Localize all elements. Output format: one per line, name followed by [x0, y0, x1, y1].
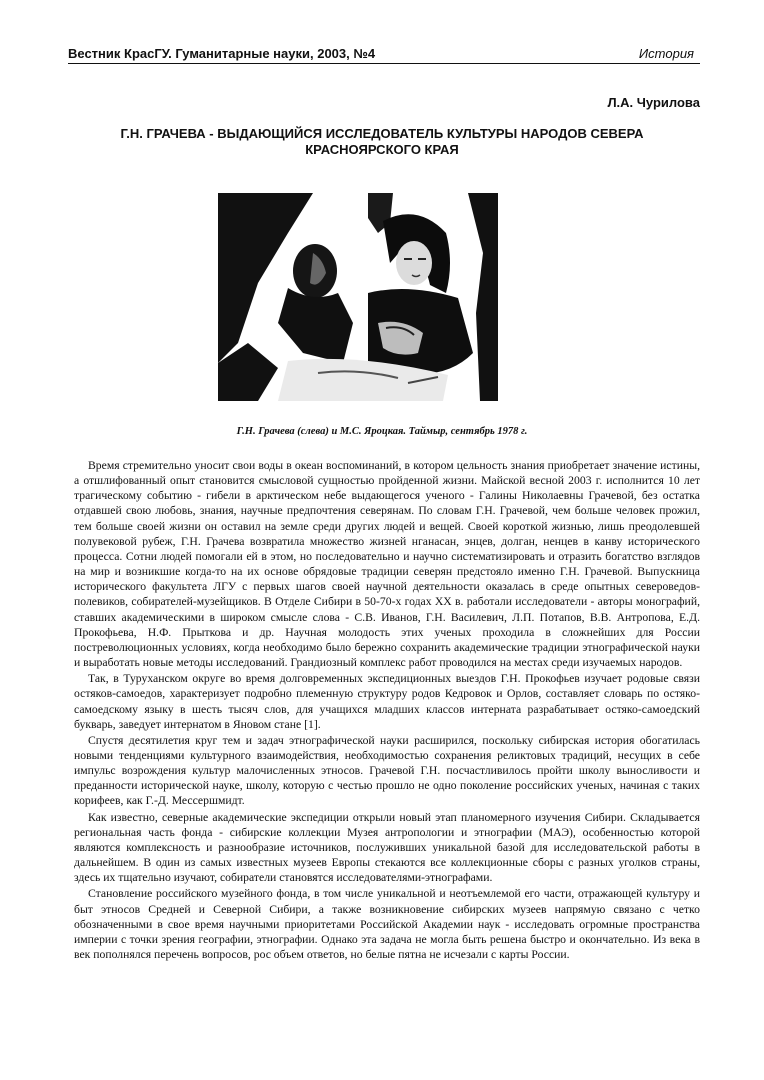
archival-photo	[218, 193, 498, 401]
paragraph: Время стремительно уносит свои воды в океан воспоминаний, в котором цельность знания приобретает значение истины, а отшлифованный опыт становится смысловой сущностью пройденной жизни. Майской весной 2003 г. исполнится 10 лет трагическому событию - гибели в арктическом небе выдающегося ученого - Галины Николаевны Грачевой, без остатка отдавшей свою любовь, знания, научные предпочтения северянам. По словам Г.Н. Грачевой, чем больше человек прожил, тем больше своей жизни он оставил на земле среди других людей и вещей. Своей короткой жизнью, лишь преодолевшей полувековой рубеж, Г.Н. Грачева возвратила множество жизней нганасан, энцев, долган, ненцев в канву исторического процесса. Сотни людей помогали ей в этом, но последовательно и научно систематизировать и отразить богатство взглядов на мир и возникшие когда-то на их основе обрядовые традиции северян предстояло именно Г.Н. Грачевой. Выпускница исторического факультета ЛГУ с первых шагов своей научной деятельности оказалась в среде опытных североведов-полевиков, собирателей-музейщиков. В Отделе Сибири в 50-70-х годах XX в. работали исследователи - авторы монографий, ставших академическими в широком смысле слова - С.В. Иванов, Г.Н. Василевич, Л.П. Потапов, В.В. Антропова, Е.Д. Прокофьева, Н.Ф. Прыткова и др. Научная молодость этих ученых проходила в сложнейших для России постреволюционных условиях, когда необходимо было бережно сохранить академические традиции этнографической науки и выработать новые методы исследований. Грандиозный комплекс работ проводился на местах среди изучаемых народов.	[74, 459, 700, 670]
paragraph: Становление российского музейного фонда, в том числе уникальной и неотъемлемой его части, отражающей культуру и быт этносов Средней и Северной Сибири, а также возникновение сибирских музеев напрямую связано с четко обозначенными в свое время научными приоритетами Российской Академии наук - исследовать огромные пространства империи с точки зрения географии, этнографии. Однако эта задача не могла быть решена быстро и окончательно. Из века в век пополнялся перечень вопросов, рос объем ответов, но белые пятна не исчезали с карты России.	[74, 887, 700, 961]
running-head	[68, 46, 698, 64]
article-title-line: Г.Н. ГРАЧЕВА - ВЫДАЮЩИЙСЯ ИССЛЕДОВАТЕЛЬ КУЛЬТУРЫ НАРОДОВ СЕВЕРА	[120, 126, 644, 141]
section-name: История	[638, 46, 694, 61]
article-body	[74, 458, 700, 963]
article-title-line: КРАСНОЯРСКОГО КРАЯ	[305, 142, 459, 157]
paragraph: Так, в Туруханском округе во время долговременных экспедиционных выездов Г.Н. Прокофьев изучает родовые связи остяков-самоедов, характеризует подробно племенную структуру родов Кедровок и Орлов, составляет словарь по остяко-самоедскому языку в шесть тысяч слов, для учащихся младших классов интерната разрабатывает остяко-самоедский букварь, заведует интернатом в Яновом стане [1].	[74, 672, 700, 731]
paragraph: Как известно, северные академические экспедиции открыли новый этап планомерного изучения Сибири. Складывается региональная часть фонда - сибирские коллекции Музея антропологии и этнографии (МАЭ), особенностью которой являются комплексность и разнообразие источников, послуживших уникальной базой для исследовательской работы в дальнейшем. В один из самых известных музеев Европы стекаются все коллекционные сборы с разных уголков страны, здесь их тщательно изучают, собиратели становятся исследователями-этнографами.	[74, 810, 700, 885]
photo-caption: Г.Н. Грачева (слева) и М.С. Яроцкая. Таймыр, сентябрь 1978 г.	[236, 426, 528, 437]
article-title	[80, 126, 684, 158]
header-rule	[68, 63, 700, 64]
article-author: Л.А. Чурилова	[607, 95, 700, 110]
paragraph: Спустя десятилетия круг тем и задач этнографической науки расширился, поскольку сибирская история обогатилась новыми тенденциями культурного взаимодействия, необходимостью сохранения реликтовых традиций, несущих в себе импульс возрождения культур малочисленных этносов. Грачевой Г.Н. посчастливилось пройти школу выносливости и преданности исторической науке, школу, которую с честью прошло не одно поколение российских ученых, начиная с таких корифеев, как Г.-Д. Мессершмидт.	[74, 733, 700, 808]
journal-title: Вестник КрасГУ. Гуманитарные науки, 2003, №4	[68, 46, 376, 61]
